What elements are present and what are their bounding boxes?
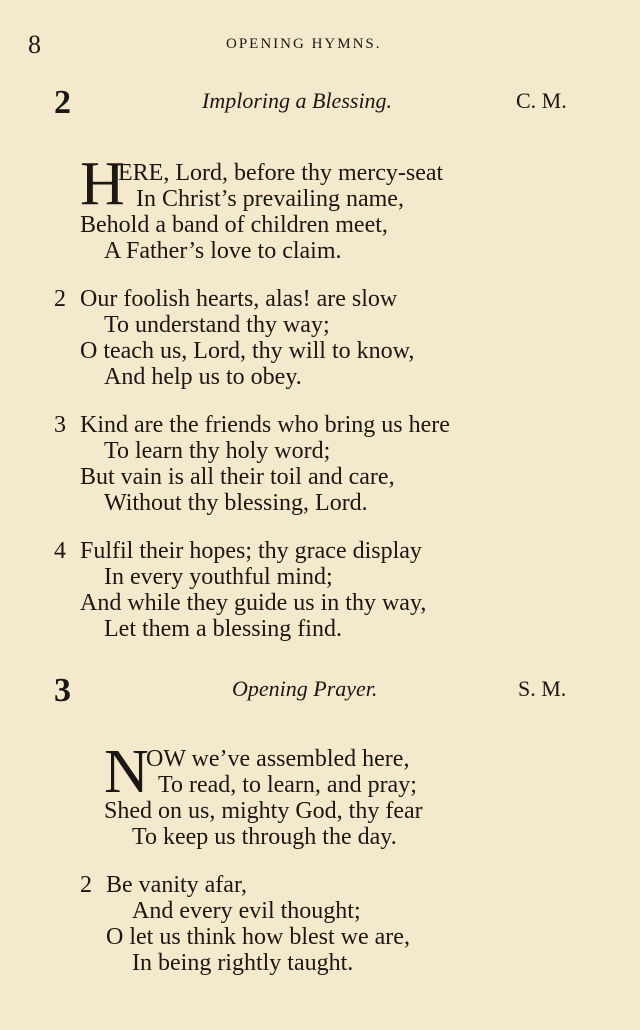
hymn-heading [0,84,640,124]
drop-cap: N [104,738,149,806]
verse-line: O teach us, Lord, thy will to know, [80,338,415,364]
stanza-number: 4 [54,538,66,564]
hymn-meter: S. M. [518,676,567,701]
verse-line: Without thy blessing, Lord. [104,490,368,516]
verse-line: Shed on us, mighty God, thy fear [104,798,423,824]
hymn-number: 2 [54,84,71,121]
verse-line: But vain is all their toil and care, [80,464,395,490]
verse-line: To read, to learn, and pray; [158,772,417,798]
hymn-number: 3 [54,672,71,709]
verse-line: And help us to obey. [104,364,302,390]
verse-line: To keep us through the day. [132,824,397,850]
hymn-meter: C. M. [516,88,567,113]
verse-line: Kind are the friends who bring us here [80,412,450,438]
running-title: OPENING HYMNS. [226,36,382,52]
stanza-number: 2 [54,286,66,312]
verse-line: Fulfil their hopes; thy grace display [80,538,422,564]
verse-line: To understand thy way; [104,312,330,338]
verse-line: To learn thy holy word; [104,438,331,464]
verse-line: Behold a band of children meet, [80,212,388,238]
page-number: 8 [28,30,41,59]
verse-line: ERE, Lord, before thy mercy-seat [118,160,444,186]
verse-line: O let us think how blest we are, [106,924,410,950]
hymn-heading [0,672,640,712]
hymn-3 [0,672,640,976]
verse-line: And every evil thought; [132,898,361,924]
verse-line: Be vanity afar, [106,872,247,898]
stanza-number: 2 [80,872,92,898]
drop-cap: H [80,150,125,218]
verse-line: In Christ’s prevailing name, [136,186,404,212]
verse-line: Our foolish hearts, alas! are slow [80,286,398,312]
hymn-title: Imploring a Blessing. [202,88,393,113]
verse-line: In being rightly taught. [132,950,354,976]
page-header [0,30,640,60]
hymn-2 [0,84,640,642]
verse-line: And while they guide us in thy way, [80,590,427,616]
verse-line: OW we’ve assembled here, [146,746,410,772]
verse-line: In every youthful mind; [104,564,333,590]
stanza-number: 3 [54,412,66,438]
verse-line: Let them a blessing find. [104,616,342,642]
verse-line: A Father’s love to claim. [104,238,342,264]
hymn-title: Opening Prayer. [232,676,378,701]
